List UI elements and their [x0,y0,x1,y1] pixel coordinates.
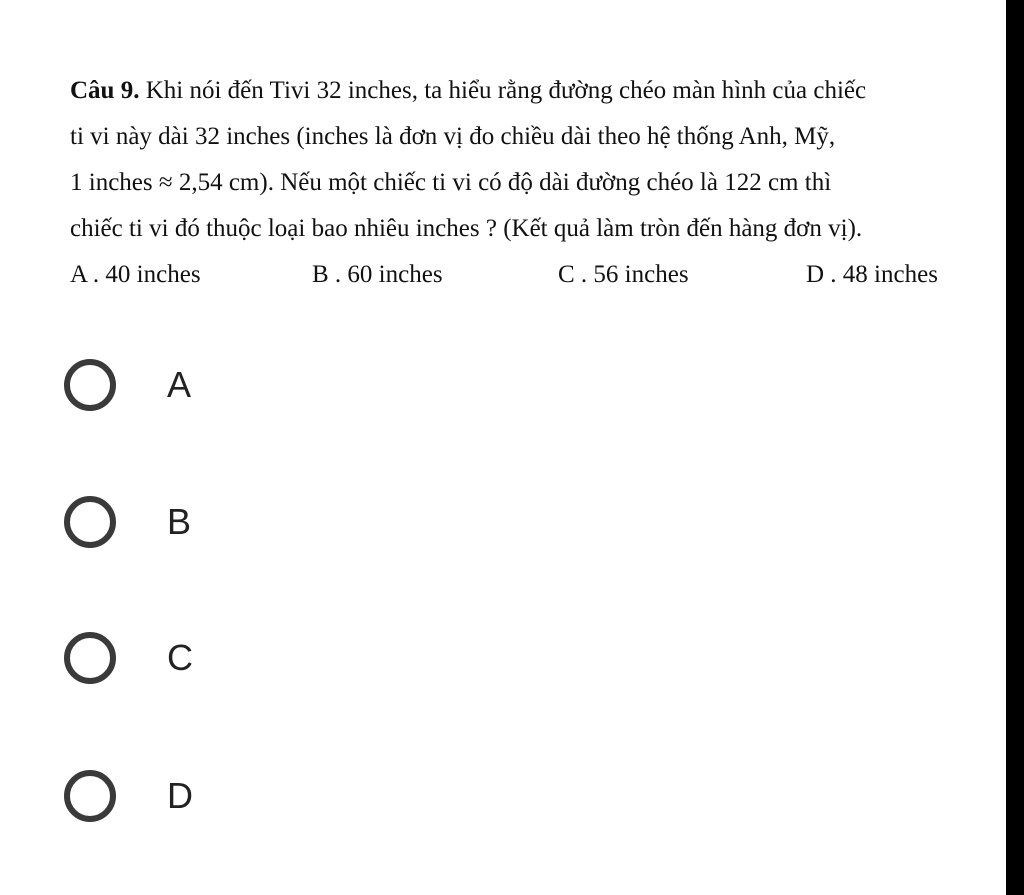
question-number: Câu 9. [70,77,140,104]
choice-b-text: B . 60 inches [312,261,443,288]
option-c[interactable] [64,632,364,696]
option-d-label: D [167,775,193,816]
answer-choices [70,252,1010,298]
radio-button-b[interactable] [64,496,116,548]
radio-button-d[interactable] [64,770,116,822]
option-a[interactable] [64,359,364,423]
question-block [70,68,1010,298]
choice-a-text: A . 40 inches [70,261,201,288]
radio-button-c[interactable] [64,632,116,684]
choice-d-text: D . 48 inches [806,261,938,288]
radio-button-a[interactable] [64,359,116,411]
option-a-label: A [167,364,192,405]
question-text-line-2: ti vi này dài 32 inches (inches là đơn vị đo chiều dài theo hệ thống Anh, Mỹ, [70,123,836,150]
question-text-line-3: 1 inches ≈ 2,54 cm). Nếu một chiếc ti vi có độ dài đường chéo là 122 cm thì [70,169,832,196]
option-b[interactable] [64,496,364,560]
choice-c-text: C . 56 inches [558,261,689,288]
question-text-line-1: Khi nói đến Tivi 32 inches, ta hiểu rằng đường chéo màn hình của chiếc [145,77,867,104]
question-text-line-4: chiếc ti vi đó thuộc loại bao nhiêu inches ? (Kết quả làm tròn đến hàng đơn vị). [70,215,863,242]
option-b-label: B [167,501,192,542]
option-d[interactable] [64,770,364,834]
option-c-label: C [167,637,193,678]
question-line-1 [70,68,1010,114]
